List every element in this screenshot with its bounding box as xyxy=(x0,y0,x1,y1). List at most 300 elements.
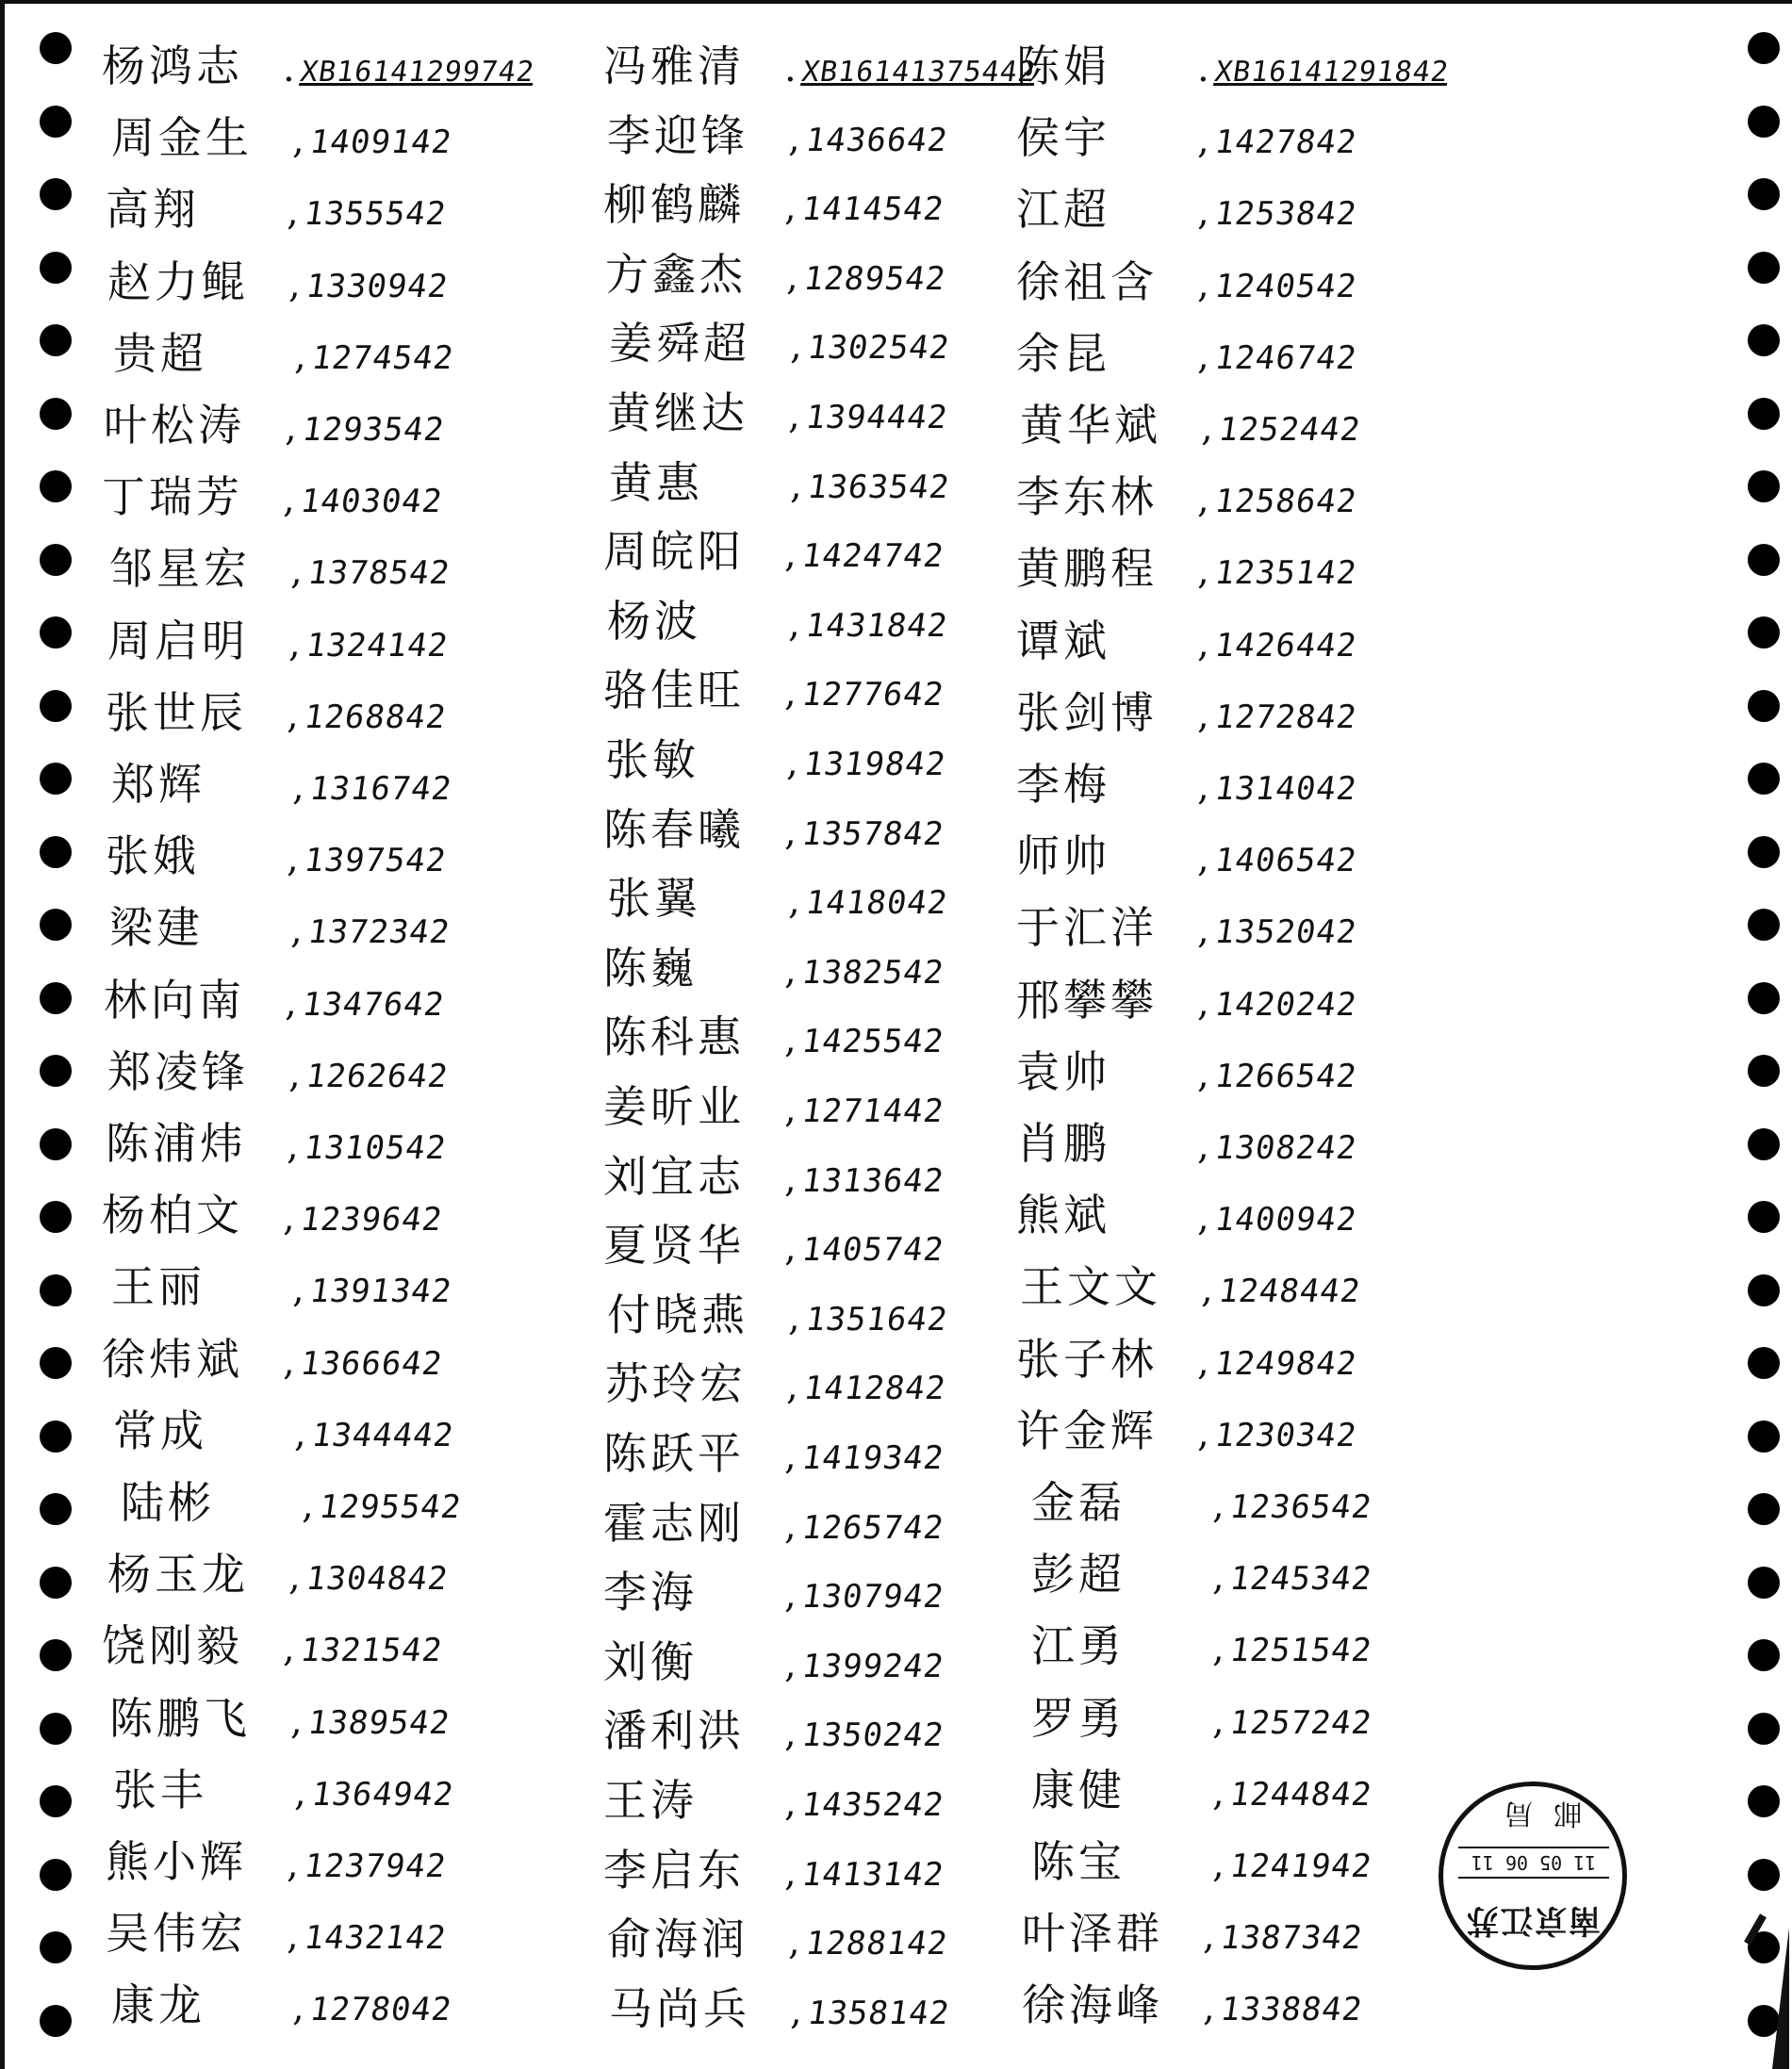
separator: , xyxy=(294,334,306,378)
entry-number: 1245342 xyxy=(1226,1560,1374,1599)
entry-number: 1409142 xyxy=(306,123,454,162)
stamp-date: 11 05 06 11 xyxy=(1458,1847,1609,1879)
separator: , xyxy=(1203,1914,1215,1959)
list-item xyxy=(1016,1109,1359,1169)
entry-number: 1431842 xyxy=(802,606,950,645)
entry-name: 陈浦炜 xyxy=(106,1118,247,1169)
list-item xyxy=(1022,1971,1365,2031)
entry-name: 邢攀攀 xyxy=(1016,974,1158,1026)
entry-name: 王丽 xyxy=(111,1261,206,1313)
entry-name: 张翼 xyxy=(607,873,701,925)
separator: , xyxy=(288,1555,301,1600)
list-item xyxy=(1016,679,1359,738)
entry-number: 1319842 xyxy=(800,746,948,783)
list-item xyxy=(1016,1181,1359,1241)
perforation-hole xyxy=(40,1785,72,1817)
separator: , xyxy=(1197,119,1209,163)
entry-number: 1230342 xyxy=(1211,1416,1359,1454)
entry-number: 1418042 xyxy=(802,884,950,923)
separator: , xyxy=(1212,1627,1225,1671)
perforation-hole xyxy=(1748,763,1780,795)
entry-name: 叶泽群 xyxy=(1022,1908,1163,1960)
list-item xyxy=(1016,822,1359,882)
separator: , xyxy=(1197,980,1209,1025)
entry-number: 1425542 xyxy=(798,1023,946,1061)
list-item xyxy=(1016,248,1359,307)
entry-name: 张丰 xyxy=(113,1764,207,1815)
list-item xyxy=(603,1697,944,1755)
separator: . xyxy=(283,47,295,90)
entry-number: 1258642 xyxy=(1211,483,1359,521)
entry-number: 1310542 xyxy=(301,1129,449,1167)
separator: , xyxy=(784,1018,797,1062)
entry-name: 黄继达 xyxy=(607,387,748,438)
list-item xyxy=(111,104,452,162)
entry-name: 陈鹏飞 xyxy=(109,1692,251,1744)
entry-name: 徐海峰 xyxy=(1022,1979,1163,2031)
entry-name: 江勇 xyxy=(1031,1620,1126,1672)
entry-name: 高翔 xyxy=(106,184,200,236)
entry-name: 马尚兵 xyxy=(609,1982,750,2034)
list-item xyxy=(607,864,950,925)
entry-name: 张世辰 xyxy=(106,686,247,738)
separator: , xyxy=(1197,1125,1209,1168)
perforation-hole xyxy=(1748,616,1780,649)
list-item xyxy=(603,1211,944,1270)
entry-number: 1351642 xyxy=(802,1300,950,1338)
list-item xyxy=(605,726,948,785)
separator: , xyxy=(784,1503,797,1548)
list-item xyxy=(1031,1612,1372,1670)
entry-name: 潘利洪 xyxy=(603,1705,745,1757)
entry-name: 叶松涛 xyxy=(104,400,245,451)
separator: , xyxy=(784,1226,797,1271)
entry-number: 1412842 xyxy=(800,1370,948,1408)
perforation-hole xyxy=(1748,690,1780,722)
separator: , xyxy=(288,621,301,665)
entry-number: 1420242 xyxy=(1211,985,1359,1024)
entry-number: 1295542 xyxy=(316,1488,464,1526)
separator: , xyxy=(784,186,797,230)
list-item xyxy=(106,175,449,236)
list-item xyxy=(102,1181,445,1241)
entry-name: 王涛 xyxy=(603,1775,698,1826)
entry-number: 1364942 xyxy=(308,1775,456,1814)
separator: , xyxy=(292,119,304,163)
edge-mark xyxy=(1772,1928,1789,2069)
entry-name: 师帅 xyxy=(1016,830,1110,882)
entry-number: 1403042 xyxy=(297,483,445,521)
separator: , xyxy=(287,837,299,881)
entry-number: 1413142 xyxy=(798,1855,946,1894)
perforation-hole xyxy=(40,178,72,210)
entry-name: 黄惠 xyxy=(609,456,703,508)
entry-name: 饶刚毅 xyxy=(102,1620,243,1672)
left-edge xyxy=(0,0,5,2069)
list-item xyxy=(106,1109,449,1169)
entry-number: 1252442 xyxy=(1215,411,1363,449)
perforation-hole xyxy=(40,1713,72,1745)
perforation-hole xyxy=(40,1931,72,1963)
separator: , xyxy=(1197,1196,1209,1240)
entry-number: 1344442 xyxy=(308,1416,456,1454)
perforation-hole xyxy=(40,470,72,502)
list-item xyxy=(1020,1253,1363,1313)
perforation-hole xyxy=(1748,909,1780,941)
separator: , xyxy=(788,1295,800,1339)
separator: , xyxy=(788,394,800,437)
entry-name: 郑辉 xyxy=(111,759,206,810)
separator: , xyxy=(287,693,299,737)
separator: , xyxy=(1197,550,1209,594)
entry-number: 1248442 xyxy=(1215,1273,1363,1311)
list-item xyxy=(603,1489,944,1548)
perforation-hole xyxy=(1748,982,1780,1014)
separator: , xyxy=(1212,1843,1225,1886)
entry-name: 徐炜斌 xyxy=(102,1333,243,1385)
list-item xyxy=(603,656,944,714)
separator: , xyxy=(1197,262,1209,306)
entry-number: 1237942 xyxy=(301,1847,449,1885)
entry-number: 1235142 xyxy=(1211,554,1359,593)
list-item xyxy=(113,1756,456,1815)
separator: , xyxy=(788,601,800,646)
entry-name: 周皖阳 xyxy=(603,526,745,578)
entry-name: 贵超 xyxy=(113,327,207,379)
list-item xyxy=(113,1397,456,1456)
entry-number: 1372342 xyxy=(304,913,452,952)
separator: , xyxy=(287,190,299,235)
entry-name: 吴伟宏 xyxy=(106,1908,247,1960)
entry-name: 刘宜志 xyxy=(603,1150,745,1202)
list-item xyxy=(603,1558,944,1617)
entry-number: 1400942 xyxy=(1211,1201,1359,1240)
entry-name: 陈春曦 xyxy=(603,803,745,855)
entry-name: 陆彬 xyxy=(121,1477,215,1528)
entry-number: 1307942 xyxy=(798,1578,946,1617)
separator: , xyxy=(1197,478,1209,522)
separator: , xyxy=(292,1268,304,1312)
entry-number: 1274542 xyxy=(308,338,456,377)
perforation-hole xyxy=(40,106,72,138)
perforation-hole xyxy=(40,1567,72,1599)
list-item xyxy=(111,750,452,809)
entry-name: 徐祖含 xyxy=(1016,255,1158,307)
perforation-hole xyxy=(1748,1055,1780,1087)
entry-name: 康龙 xyxy=(111,1979,206,2031)
entry-name: 陈巍 xyxy=(603,942,698,993)
entry-number: 1293542 xyxy=(299,411,447,449)
entry-name: 李东林 xyxy=(1016,471,1158,523)
entry-name: 侯宇 xyxy=(1016,112,1110,164)
separator: , xyxy=(292,1986,304,2030)
entry-number: 1355542 xyxy=(301,195,449,234)
entry-number: XB16141375442 xyxy=(799,56,1038,89)
list-item xyxy=(102,1612,445,1672)
name-column-1 xyxy=(102,32,611,2040)
entry-number: 1277642 xyxy=(798,676,946,714)
list-item xyxy=(1016,32,1449,90)
entry-number: 1419342 xyxy=(798,1439,946,1477)
separator: , xyxy=(283,1339,295,1384)
entry-number: XB16141291842 xyxy=(1212,56,1451,89)
entry-number: 1314042 xyxy=(1211,770,1359,808)
entry-name: 许金辉 xyxy=(1016,1404,1158,1456)
perforation-hole xyxy=(1748,1493,1780,1525)
entry-name: 于汇洋 xyxy=(1016,902,1158,954)
entry-name: 康健 xyxy=(1031,1764,1126,1815)
perforation-hole xyxy=(40,1347,72,1379)
list-item xyxy=(102,1325,445,1385)
list-item xyxy=(111,1971,452,2029)
entry-name: 邹星宏 xyxy=(109,543,251,595)
entry-name: 姜舜超 xyxy=(609,318,750,369)
separator: , xyxy=(1197,190,1209,235)
entry-name: 罗勇 xyxy=(1031,1692,1126,1744)
entry-name: 张剑博 xyxy=(1016,686,1158,738)
list-item xyxy=(1031,1540,1372,1599)
entry-name: 余昆 xyxy=(1016,327,1110,379)
entry-number: 1427842 xyxy=(1211,123,1359,162)
list-item xyxy=(1031,1828,1372,1886)
entry-number: 1357842 xyxy=(798,814,946,853)
list-item xyxy=(603,1420,944,1478)
list-item xyxy=(603,1003,944,1061)
entry-name: 霍志刚 xyxy=(603,1497,745,1549)
separator: , xyxy=(786,741,798,784)
list-item xyxy=(603,1766,944,1825)
entry-number: 1338842 xyxy=(1217,1991,1365,2029)
perforation-hole xyxy=(1748,178,1780,210)
separator: , xyxy=(290,909,303,953)
entry-name: 江超 xyxy=(1016,184,1110,236)
separator: , xyxy=(287,1125,299,1168)
entry-number: 1432142 xyxy=(301,1919,449,1958)
perforation-hole xyxy=(40,1493,72,1525)
entry-name: 常成 xyxy=(113,1404,207,1456)
separator: , xyxy=(302,1484,314,1527)
list-item xyxy=(1031,1684,1372,1743)
perforation-hole xyxy=(40,1055,72,1087)
list-item xyxy=(1016,1397,1359,1456)
perforation-hole xyxy=(1748,252,1780,284)
entry-number: 1378542 xyxy=(304,554,452,593)
separator: , xyxy=(784,1573,797,1617)
entry-number: 1350242 xyxy=(798,1716,946,1755)
perforation-hole xyxy=(1748,1713,1780,1745)
perforation-hole xyxy=(1748,1347,1780,1379)
perforation-hole xyxy=(1748,1639,1780,1671)
separator: , xyxy=(790,463,802,507)
entry-number: 1271442 xyxy=(798,1092,946,1130)
entry-name: 郑凌锋 xyxy=(107,1045,249,1097)
list-item xyxy=(607,102,950,161)
perforation-hole xyxy=(40,544,72,576)
perforation-hole xyxy=(40,1201,72,1233)
entry-number: 1352042 xyxy=(1211,913,1359,952)
entry-name: 肖鹏 xyxy=(1016,1118,1110,1169)
separator: , xyxy=(1212,1484,1225,1527)
entry-number: XB16141299742 xyxy=(298,56,536,89)
entry-name: 林向南 xyxy=(104,974,245,1026)
perforation-hole xyxy=(40,324,72,356)
entry-name: 方鑫杰 xyxy=(605,248,747,300)
separator: , xyxy=(784,671,797,715)
entry-number: 1240542 xyxy=(1211,267,1359,305)
list-item xyxy=(102,463,445,523)
entry-number: 1251542 xyxy=(1226,1632,1374,1670)
entry-name: 王文文 xyxy=(1020,1261,1161,1313)
separator: , xyxy=(1197,334,1209,378)
list-item xyxy=(106,1899,449,1960)
separator: , xyxy=(788,116,800,160)
list-item xyxy=(609,1975,952,2034)
list-item xyxy=(104,966,447,1026)
list-item xyxy=(109,894,450,952)
perforation-hole xyxy=(40,1859,72,1891)
entry-number: 1387342 xyxy=(1217,1919,1365,1958)
separator: , xyxy=(790,324,802,369)
separator: , xyxy=(1197,693,1209,737)
list-item xyxy=(1016,607,1359,666)
entry-name: 梁建 xyxy=(109,902,204,954)
separator: , xyxy=(283,478,295,522)
list-item xyxy=(603,796,944,854)
list-item xyxy=(1020,391,1363,451)
entry-number: 1239642 xyxy=(297,1201,445,1240)
separator: , xyxy=(784,1435,797,1478)
entry-number: 1268842 xyxy=(301,698,449,736)
separator: , xyxy=(290,550,303,594)
entry-name: 黄华斌 xyxy=(1020,400,1161,451)
separator: , xyxy=(1197,765,1209,809)
entry-number: 1241942 xyxy=(1226,1847,1374,1885)
separator: , xyxy=(292,765,304,809)
list-item xyxy=(605,1350,948,1410)
list-item xyxy=(609,309,952,369)
entry-number: 1321542 xyxy=(297,1632,445,1670)
separator: , xyxy=(1201,1268,1213,1312)
entry-number: 1313642 xyxy=(798,1161,946,1200)
entry-name: 俞海润 xyxy=(607,1913,748,1965)
list-item xyxy=(609,449,952,508)
separator: , xyxy=(1212,1555,1225,1600)
separator: , xyxy=(784,1642,797,1686)
perforation-hole xyxy=(40,1420,72,1453)
separator: , xyxy=(784,1712,797,1756)
list-item xyxy=(121,1469,464,1528)
entry-name: 赵力鲲 xyxy=(107,255,249,307)
list-item xyxy=(607,379,950,438)
separator: , xyxy=(784,533,797,577)
separator: , xyxy=(285,406,297,450)
list-item xyxy=(106,1828,449,1887)
separator: , xyxy=(1201,406,1213,450)
entry-number: 1316742 xyxy=(306,770,454,808)
entry-number: 1253842 xyxy=(1211,195,1359,234)
separator: , xyxy=(290,1699,303,1743)
list-item xyxy=(1016,320,1359,379)
entry-number: 1436642 xyxy=(802,121,950,159)
list-item xyxy=(107,248,451,307)
entry-name: 夏贤华 xyxy=(603,1220,745,1272)
separator: , xyxy=(294,1770,306,1814)
entry-number: 1265742 xyxy=(798,1508,946,1547)
perforation-hole xyxy=(40,398,72,430)
list-item xyxy=(109,1684,450,1743)
entry-name: 李梅 xyxy=(1016,759,1110,810)
separator: , xyxy=(784,1782,797,1825)
entry-number: 1249842 xyxy=(1211,1344,1359,1383)
perforation-hole xyxy=(1748,398,1780,430)
entry-number: 1347642 xyxy=(299,985,447,1024)
separator: , xyxy=(285,980,297,1025)
separator: , xyxy=(1197,1052,1209,1096)
right-perforation-strip xyxy=(1740,0,1787,2069)
entry-number: 1304842 xyxy=(303,1560,451,1599)
separator: . xyxy=(1197,47,1209,90)
list-item xyxy=(607,587,950,647)
top-rule xyxy=(0,0,1792,4)
separator: , xyxy=(1203,1986,1215,2030)
separator: , xyxy=(788,879,800,924)
perforation-hole xyxy=(1748,836,1780,868)
entry-name: 陈跃平 xyxy=(603,1428,745,1479)
perforation-hole xyxy=(40,1639,72,1671)
list-item xyxy=(1031,1756,1372,1814)
entry-number: 1272842 xyxy=(1211,698,1359,736)
separator: , xyxy=(786,255,798,299)
separator: , xyxy=(283,1196,295,1240)
entry-name: 姜昕业 xyxy=(603,1081,745,1132)
perforation-hole xyxy=(1748,1420,1780,1453)
separator: , xyxy=(784,948,797,993)
entry-name: 陈科惠 xyxy=(603,1011,745,1063)
separator: , xyxy=(1197,1339,1209,1384)
list-item xyxy=(102,32,534,90)
list-item xyxy=(603,1836,944,1895)
separator: , xyxy=(1212,1770,1225,1814)
entry-name: 金磊 xyxy=(1031,1477,1126,1528)
entry-number: 1426442 xyxy=(1211,626,1359,665)
list-item xyxy=(113,320,456,379)
entry-name: 冯雅清 xyxy=(603,41,745,91)
perforation-hole xyxy=(40,252,72,284)
entry-name: 苏玲宏 xyxy=(605,1358,747,1410)
separator: , xyxy=(788,1920,800,1964)
list-item xyxy=(1016,463,1359,523)
separator: , xyxy=(1197,909,1209,953)
entry-number: 1397542 xyxy=(301,842,449,880)
entry-name: 杨柏文 xyxy=(102,1190,243,1241)
list-item xyxy=(107,1038,451,1097)
entry-number: 1405742 xyxy=(798,1231,946,1270)
entry-name: 丁瑞芳 xyxy=(102,471,243,523)
entry-number: 1302542 xyxy=(804,329,952,368)
entry-name: 李迎锋 xyxy=(607,109,748,161)
list-item xyxy=(1031,1469,1372,1527)
separator: , xyxy=(784,810,797,854)
perforation-hole xyxy=(1748,1128,1780,1160)
entry-name: 刘衡 xyxy=(603,1635,698,1687)
entry-number: 1424742 xyxy=(798,537,946,576)
entry-number: 1399242 xyxy=(798,1647,946,1685)
entry-name: 张娥 xyxy=(106,830,200,882)
list-item xyxy=(1016,894,1359,954)
list-item xyxy=(107,607,451,666)
entry-number: 1266542 xyxy=(1211,1057,1359,1095)
perforation-hole xyxy=(1748,1274,1780,1306)
